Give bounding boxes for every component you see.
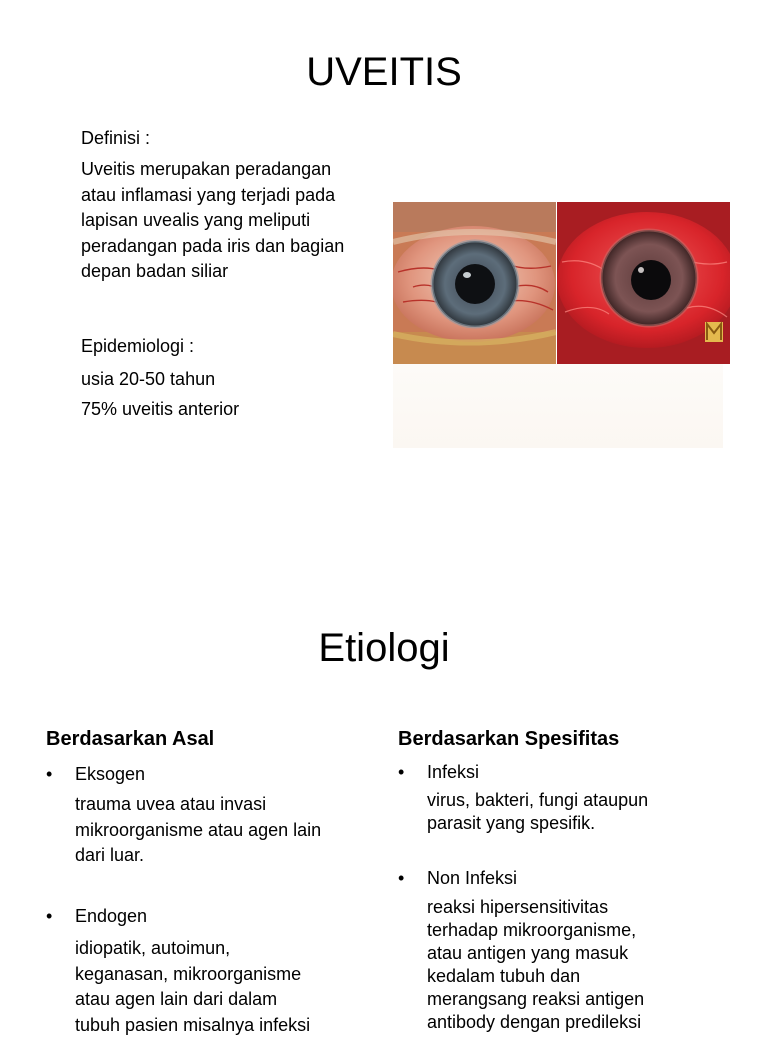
description-line: idiopatik, autoimun,: [75, 936, 310, 962]
slide-etiologi: [0, 576, 768, 1024]
column-heading-spesifitas: Berdasarkan Spesifitas: [398, 728, 619, 751]
definisi-line: peradangan pada iris dan bagian: [81, 234, 344, 260]
epidemiologi-items: [81, 364, 239, 424]
epidemiologi-item: 75% uveitis anterior: [81, 394, 239, 424]
description-line: kedalam tubuh dan: [427, 965, 644, 988]
photo-caption-area: [393, 364, 723, 448]
definisi-line: lapisan uvealis yang meliputi: [81, 208, 344, 234]
eye-image: [393, 202, 556, 364]
bullet-icon: •: [398, 868, 404, 889]
bullet-description: [427, 896, 644, 1034]
bullet-description: [75, 936, 310, 1038]
bullet-label: Infeksi: [427, 762, 479, 783]
description-line: atau antigen yang masuk: [427, 942, 644, 965]
bullet-label: Endogen: [75, 906, 147, 927]
eye-photo-left: [393, 202, 556, 364]
description-line: keganasan, mikroorganisme: [75, 962, 310, 988]
description-line: parasit yang spesifik.: [427, 812, 648, 835]
slide-title: UVEITIS: [0, 52, 768, 92]
bullet-icon: •: [398, 762, 404, 783]
bullet-icon: •: [46, 764, 52, 785]
definisi-line: depan badan siliar: [81, 259, 344, 285]
description-line: atau agen lain dari dalam: [75, 987, 310, 1013]
description-line: terhadap mikroorganisme,: [427, 919, 644, 942]
epidemiologi-label: Epidemiologi :: [81, 334, 194, 360]
description-line: antibody dengan predileksi: [427, 1011, 644, 1034]
definisi-line: atau inflamasi yang terjadi pada: [81, 183, 344, 209]
description-line: merangsang reaksi antigen: [427, 988, 644, 1011]
epidemiologi-item: usia 20-50 tahun: [81, 364, 239, 394]
bullet-description: [427, 789, 648, 835]
description-line: mikroorganisme atau agen lain: [75, 818, 321, 844]
bullet-label: Non Infeksi: [427, 868, 517, 889]
eye-photo-right: [557, 202, 730, 364]
description-line: dari luar.: [75, 843, 321, 869]
slide-title: Etiologi: [0, 628, 768, 668]
bullet-description: [75, 792, 321, 869]
definisi-line: Uveitis merupakan peradangan: [81, 157, 344, 183]
definisi-text: [81, 157, 344, 285]
description-line: reaksi hipersensitivitas: [427, 896, 644, 919]
description-line: tubuh pasien misalnya infeksi: [75, 1013, 310, 1038]
column-heading-asal: Berdasarkan Asal: [46, 728, 214, 751]
eye-image: [557, 202, 730, 364]
bullet-label: Eksogen: [75, 764, 145, 785]
definisi-label: Definisi :: [81, 126, 150, 152]
description-line: trauma uvea atau invasi: [75, 792, 321, 818]
bullet-icon: •: [46, 906, 52, 927]
description-line: virus, bakteri, fungi ataupun: [427, 789, 648, 812]
